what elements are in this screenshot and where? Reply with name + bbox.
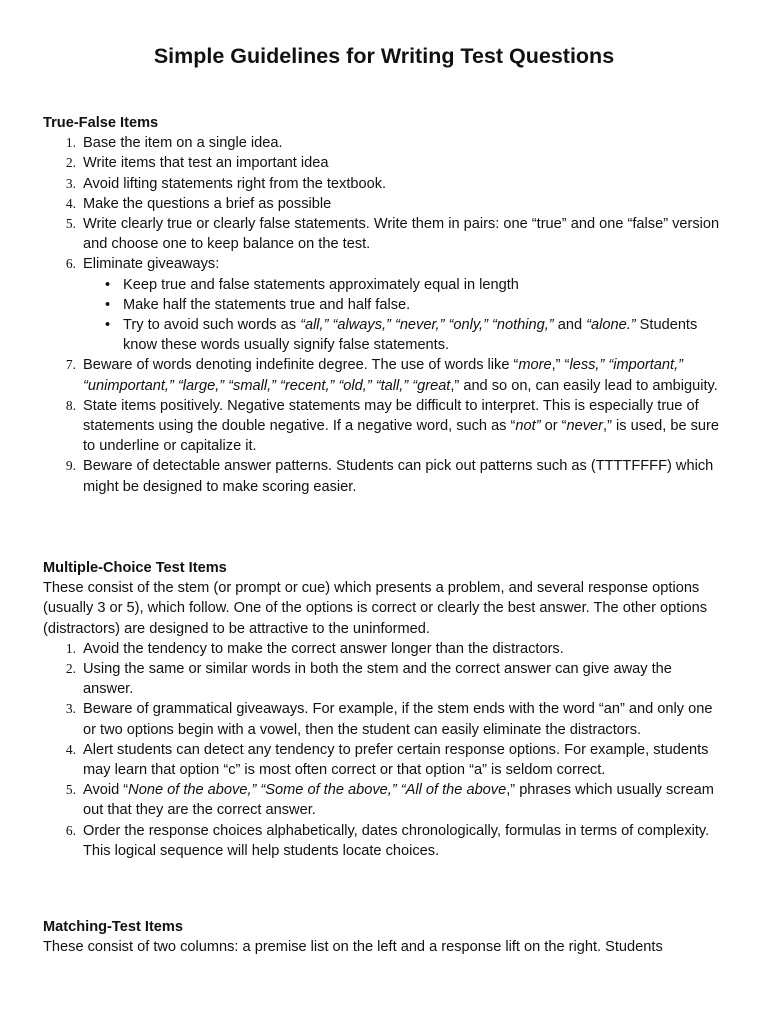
sub-item-text: Make half the statements true and half false. (123, 296, 411, 313)
list-item (43, 699, 723, 739)
sub-list-item (83, 315, 723, 355)
list-item (43, 133, 723, 153)
bullet-icon: • (105, 317, 111, 334)
item-emphasis: not” (515, 418, 541, 435)
item-number: 5. (65, 216, 76, 232)
list-item (43, 194, 723, 214)
item-emphasis: never (566, 418, 604, 435)
multiple-choice-list (43, 639, 723, 861)
list-item (43, 456, 723, 496)
item-text: ,” and so on, can easily lead to ambiguity. (450, 377, 718, 394)
bullet-icon: • (105, 296, 111, 313)
item-number: 2. (65, 661, 76, 677)
matching-section (43, 917, 723, 957)
matching-heading: Matching-Test Items (43, 919, 184, 935)
sub-item-text: Students know these words usually signify false statements. (123, 317, 698, 354)
list-item (43, 396, 723, 457)
list-item (43, 214, 723, 254)
list-item (43, 639, 723, 659)
item-text: Base the item on a single idea. (83, 135, 283, 152)
item-text: State items positively. Negative statements may be difficult to interpret. This is especially true of statements using the double negative. If a negative word, such as “ (83, 397, 699, 435)
item-number: 3. (65, 701, 76, 717)
item-text: Avoid the tendency to make the correct answer longer than the distractors. (83, 640, 564, 657)
item-text: Write items that test an important idea (83, 155, 329, 172)
sub-item-text: Keep true and false statements approximately equal in length (123, 276, 519, 293)
item-number: 9. (65, 458, 76, 474)
item-text: ,” is used, be sure to underline or capitalize it. (83, 418, 720, 455)
multiple-choice-section (43, 558, 723, 861)
list-item (43, 254, 723, 355)
item-number: 1. (65, 640, 76, 656)
item-number: 6. (65, 822, 76, 838)
sub-item-emphasis: “all,” “always,” “never,” “only,” “nothing,” (300, 317, 554, 334)
sub-item-emphasis: “alone.” (586, 317, 636, 334)
multiple-choice-heading: Multiple-Choice Test Items (43, 560, 227, 576)
item-number: 4. (65, 195, 76, 211)
item-text: Beware of words denoting indefinite degree. The use of words like “ (83, 357, 519, 374)
list-item (43, 821, 723, 861)
multiple-choice-intro: These consist of the stem (or prompt or cue) which presents a problem, and several response options (usually 3 or 5), which follow. One of the options is correct or clearly the best answer. The other options (distractors) are designed to be attractive to the uninformed. (43, 580, 708, 637)
item-number: 6. (65, 256, 76, 272)
list-item (43, 174, 723, 194)
item-text: Avoid “ (83, 782, 129, 799)
item-text: ,” “ (551, 357, 570, 374)
giveaways-sublist (83, 275, 723, 356)
sub-list-item (83, 275, 723, 295)
item-number: 7. (65, 357, 76, 373)
item-emphasis: less,” “important,” “unimportant,” “large,” “small,” “recent,” “old,” “tall,” “great (83, 357, 683, 394)
item-text: Alert students can detect any tendency to prefer certain response options. For example, students may learn that option “c” is most often correct or that option “a” is seldom correct. (83, 741, 709, 779)
item-emphasis: None of the above,” “Some of the above,” “All of the above (128, 782, 507, 799)
list-item (43, 355, 723, 395)
sub-item-text: Try to avoid such words as (123, 317, 301, 334)
bullet-icon: • (105, 276, 111, 293)
item-text: ,” phrases which usually scream out that they are the correct answer. (83, 782, 714, 819)
item-emphasis: more (518, 357, 552, 374)
item-number: 1. (65, 135, 76, 151)
item-text: Order the response choices alphabetically, dates chronologically, formulas in terms of complexity. This logical sequence will help students locate choices. (83, 822, 710, 859)
item-text: Eliminate giveaways: (83, 256, 220, 273)
true-false-list (43, 133, 723, 497)
matching-intro: These consist of two columns: a premise list on the left and a response lift on the right. Students (43, 939, 663, 956)
item-number: 8. (65, 397, 76, 413)
item-text: Make the questions a brief as possible (83, 195, 332, 212)
item-text: Avoid lifting statements right from the textbook. (83, 175, 387, 192)
item-number: 3. (65, 175, 76, 191)
sub-list-item (83, 295, 723, 315)
item-number: 4. (65, 741, 76, 757)
sub-item-text: and (553, 317, 587, 334)
list-item (43, 780, 723, 820)
item-number: 2. (65, 155, 76, 171)
page-title: Simple Guidelines for Writing Test Questions (153, 44, 615, 68)
item-text: Using the same or similar words in both the stem and the correct answer can give away the answer. (83, 661, 672, 698)
item-text: Write clearly true or clearly false statements. Write them in pairs: one “true” and one “false” version and choose one to keep balance on the test. (83, 216, 720, 253)
list-item (43, 659, 723, 699)
item-text: or “ (540, 418, 567, 435)
item-text: Beware of detectable answer patterns. Students can pick out patterns such as (TTTTFFFF) which might be designed to make scoring easier. (83, 458, 714, 495)
item-number: 5. (65, 782, 76, 798)
list-item (43, 153, 723, 173)
true-false-section (43, 113, 723, 497)
list-item (43, 740, 723, 780)
true-false-heading: True-False Items (43, 115, 159, 131)
item-text: Beware of grammatical giveaways. For example, if the stem ends with the word “an” and only one or two options begin with a vowel, then the student can easily eliminate the distractors. (83, 701, 713, 738)
